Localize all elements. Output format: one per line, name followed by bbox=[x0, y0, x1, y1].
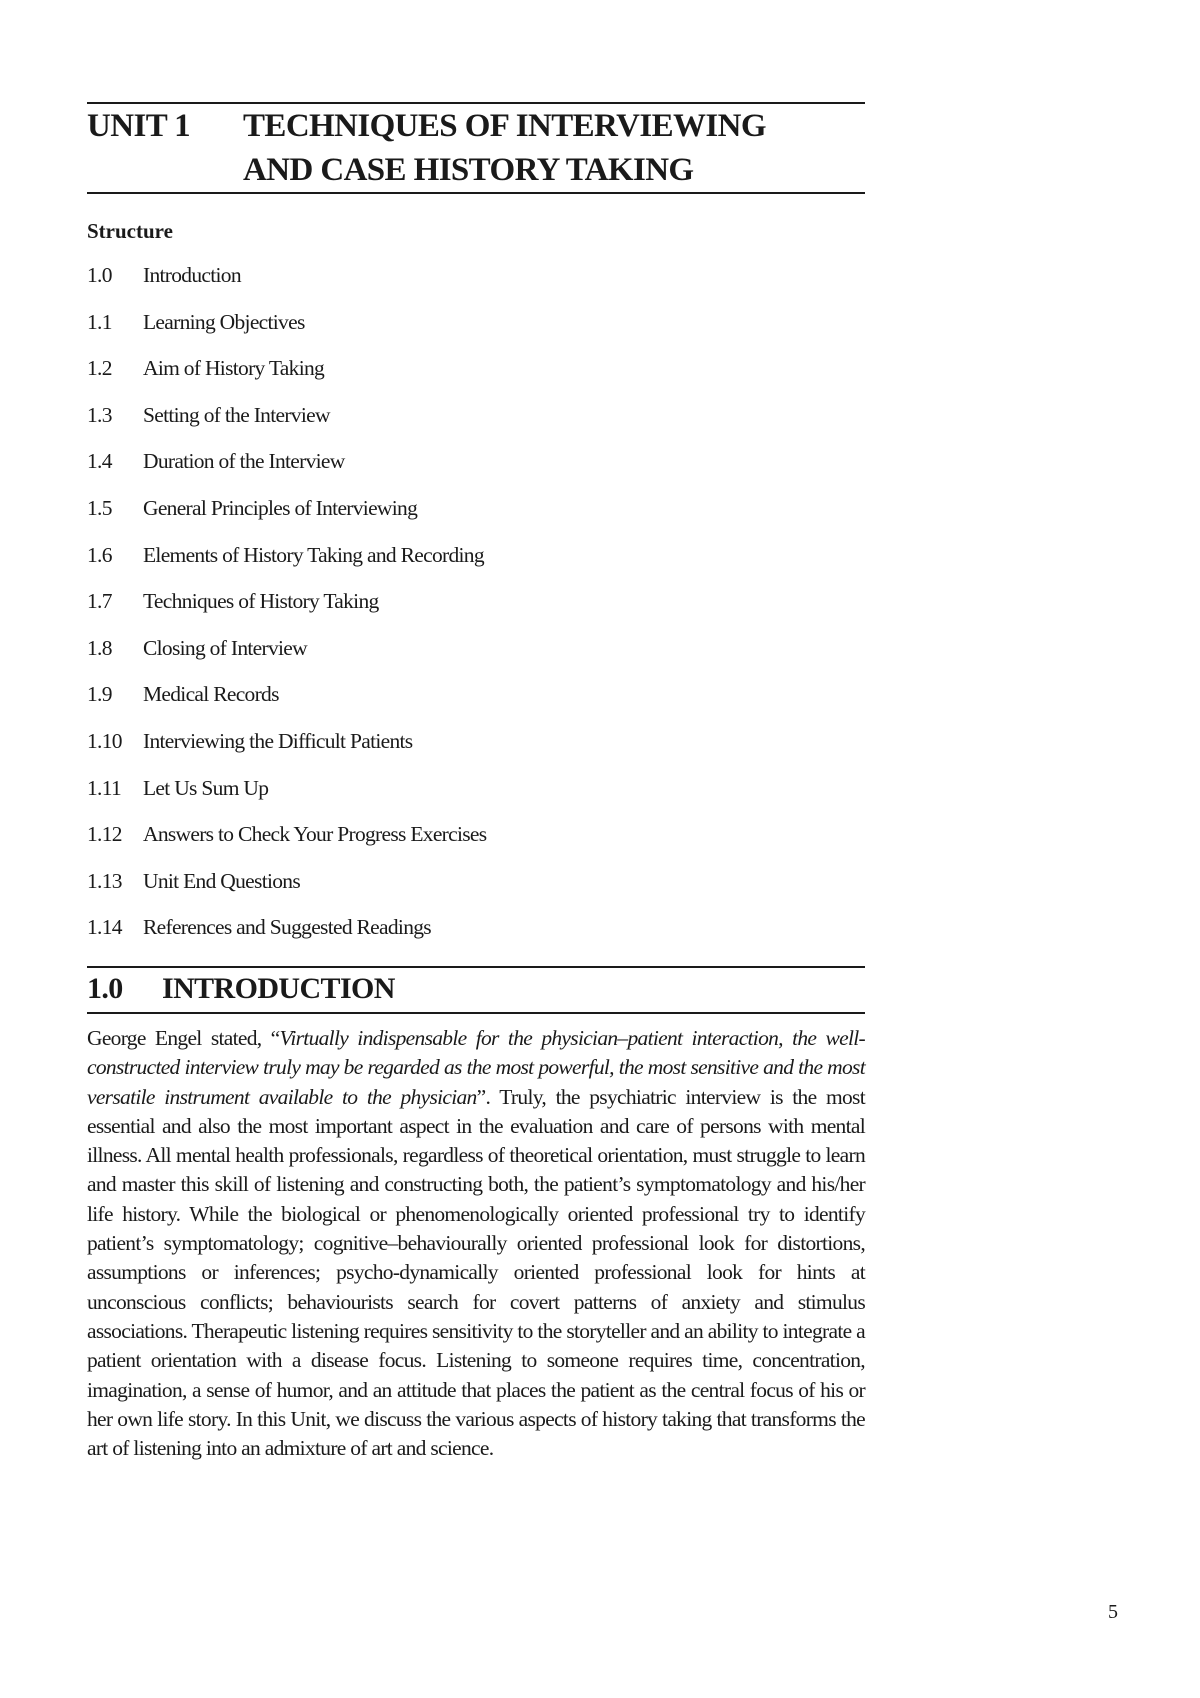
toc-item-number: 1.12 bbox=[87, 822, 122, 847]
toc-item-label: Closing of Interview bbox=[143, 635, 307, 660]
section-title bbox=[87, 971, 395, 1007]
section-number: 1.0 bbox=[87, 972, 123, 1005]
intro-quote: Virtually indispensable for the physician–patient interaction, the well-constructed interview truly may be regarded as the most powerful, the most sensitive and the most versatile instrument available to the physician bbox=[87, 1026, 865, 1109]
toc-item bbox=[87, 681, 486, 728]
toc-item-label: Interviewing the Difficult Patients bbox=[143, 728, 413, 753]
intro-lead: George Engel stated, “ bbox=[87, 1026, 280, 1050]
toc-item bbox=[87, 495, 486, 542]
introduction-paragraph bbox=[87, 1024, 865, 1463]
toc-item bbox=[87, 588, 486, 635]
unit-title-line-1: TECHNIQUES OF INTERVIEWING bbox=[243, 108, 766, 144]
toc-item-label: References and Suggested Readings bbox=[143, 915, 431, 940]
toc-item-label: Unit End Questions bbox=[143, 868, 301, 893]
unit-title-line-2: AND CASE HISTORY TAKING bbox=[243, 152, 694, 188]
toc-item bbox=[87, 868, 486, 915]
toc-item-label: General Principles of Interviewing bbox=[143, 495, 418, 520]
toc-item-label: Aim of History Taking bbox=[143, 356, 325, 381]
section-title-text: INTRODUCTION bbox=[162, 972, 395, 1005]
toc-item bbox=[87, 542, 486, 589]
toc-item-number: 1.8 bbox=[87, 635, 112, 660]
toc-item bbox=[87, 914, 486, 961]
toc-item-label: Medical Records bbox=[143, 682, 279, 707]
toc-item-number: 1.13 bbox=[87, 868, 122, 893]
toc-item bbox=[87, 775, 486, 822]
toc-item-label: Introduction bbox=[143, 263, 241, 287]
toc-item-label: Learning Objectives bbox=[143, 309, 305, 334]
toc-item bbox=[87, 309, 486, 356]
table-of-contents bbox=[87, 262, 486, 961]
toc-item-number: 1.2 bbox=[87, 356, 112, 381]
toc-item-number: 1.0 bbox=[87, 263, 112, 287]
toc-item-number: 1.6 bbox=[87, 542, 112, 567]
toc-item bbox=[87, 635, 486, 682]
toc-item-label: Duration of the Interview bbox=[143, 449, 345, 474]
unit-title-text bbox=[243, 104, 865, 192]
toc-item-number: 1.3 bbox=[87, 402, 112, 427]
toc-item-number: 1.4 bbox=[87, 449, 112, 474]
toc-item-label: Elements of History Taking and Recording bbox=[143, 542, 484, 567]
toc-item-number: 1.10 bbox=[87, 728, 122, 753]
structure-heading: Structure bbox=[87, 219, 173, 243]
unit-label: UNIT 1 bbox=[87, 108, 191, 144]
toc-item-number: 1.5 bbox=[87, 495, 112, 520]
toc-item bbox=[87, 728, 486, 775]
toc-item-number: 1.7 bbox=[87, 589, 112, 614]
intro-body: ”. Truly, the psychiatric interview is the most essential and also the most important aspect in the evaluation and care of persons with mental illness. All mental health professionals, regardless of theoretical orientation, must struggle to learn and master this skill of listening and constructing both, the patient’s symptomatology and his/her life history. While the biological or phenomenologically oriented professional try to identify patient’s symptomatology; cognitive–behaviourally oriented professional look for distortions, assumptions or inferences; psycho-dynamically oriented professional look for hints at unconscious conflicts; behaviourists search for covert patterns of anxiety and stimulus associations. Therapeutic listening requires sensitivity to the storyteller and an ability to integrate a patient orientation with a disease focus. Listening to someone requires time, concentration, imagination, a sense of humor, and an attitude that places the patient as the central focus of his or her own life story. In this Unit, we discuss the various aspects of history taking that transforms the art of listening into an admixture of art and science. bbox=[87, 1084, 865, 1461]
toc-item-number: 1.11 bbox=[87, 775, 122, 800]
toc-item-label: Techniques of History Taking bbox=[143, 589, 379, 614]
unit-title-bottom-rule bbox=[87, 192, 865, 194]
toc-item-number: 1.14 bbox=[87, 915, 122, 940]
section-title-top-rule bbox=[87, 966, 865, 968]
toc-item bbox=[87, 262, 486, 309]
toc-item-number: 1.1 bbox=[87, 309, 112, 334]
section-title-bottom-rule bbox=[87, 1012, 865, 1014]
unit-title bbox=[87, 104, 865, 192]
toc-item bbox=[87, 355, 486, 402]
toc-item bbox=[87, 402, 486, 449]
toc-item-label: Setting of the Interview bbox=[143, 402, 330, 427]
page-number: 5 bbox=[1108, 1601, 1118, 1623]
toc-item bbox=[87, 821, 486, 868]
toc-item-number: 1.9 bbox=[87, 682, 112, 707]
toc-item-label: Answers to Check Your Progress Exercises bbox=[143, 822, 487, 847]
toc-item bbox=[87, 448, 486, 495]
toc-item-label: Let Us Sum Up bbox=[143, 775, 269, 800]
